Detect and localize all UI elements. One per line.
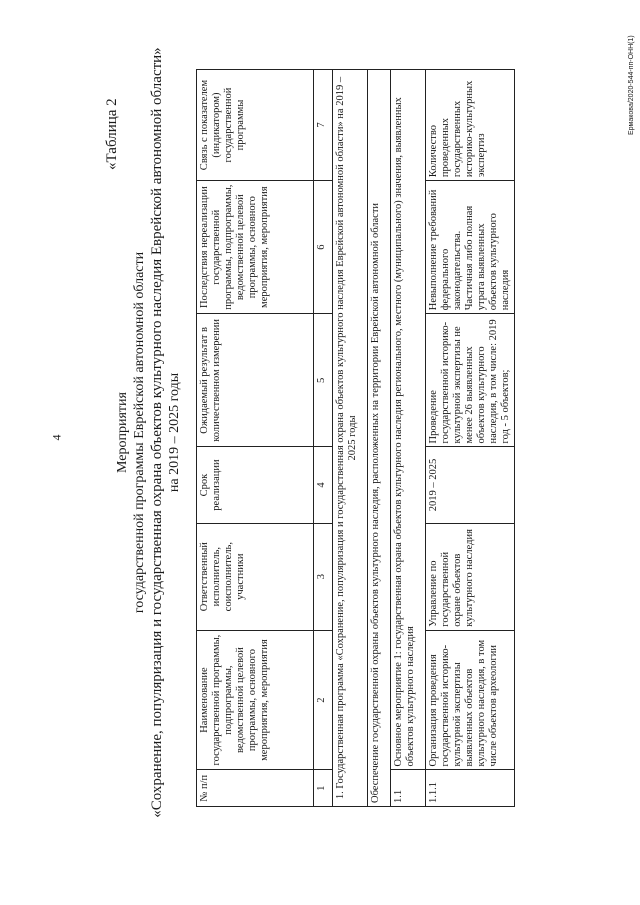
header-num: № п/п — [197, 770, 314, 807]
column-number-row — [314, 70, 333, 807]
row-period: 2019 – 2025 — [426, 447, 515, 523]
main-event-number: 1.1 — [391, 770, 426, 807]
header-consequences: Последствия нереализации государственной программы, подпрограммы, ведомственной целевой программы, основного мероприятия, мероприятия — [197, 181, 314, 314]
row-number: 1.1.1 — [426, 770, 515, 807]
section-row — [368, 70, 391, 807]
row-name: Организация проведения государственной историко-культурной экспертизы выявленных объектов культурного наследия, в том числе объектов археологии — [426, 630, 515, 770]
row-indicator: Количество проведенных государственных историко-культурных экспертиз — [426, 70, 515, 181]
row-consequences: Невыполнение требований федерального законодательства. Частичная либо полная утрата выявленных объектов культурного наследия — [426, 181, 515, 314]
row-executor: Управление по государственной охране объектов культурного наследия — [426, 523, 515, 630]
header-name: Наименование государственной программы, подпрограммы, ведомственной целевой программы, основного мероприятия, мероприятия — [197, 630, 314, 770]
program-title: 1. Государственная программа «Сохранение, популяризация и государственная охрана объектов культурного наследия Еврейской автономной области» на 2019 – 2025 годы — [333, 70, 368, 807]
table-label: «Таблица 2 — [104, 98, 120, 170]
main-event-row — [391, 70, 426, 807]
main-event-text: Основное мероприятие 1: государственная охрана объектов культурного наследия регионального, местного (муниципального) значения, выявленных объектов культурного наследия — [391, 70, 426, 770]
header-row — [197, 70, 314, 807]
row-result: Проведение государственной историко-культурной экспертизы не менее 26 выявленных объектов культурного наследия, в том числе: 2019 год - 5 объектов; — [426, 314, 515, 447]
heading-line-1: Мероприятия — [115, 392, 130, 473]
document-footer: Ермакова/2020-544-пп-ОНН(1) — [628, 35, 635, 135]
header-indicator: Связь с показателем (индикатором) государственной программы — [197, 70, 314, 181]
header-result: Ожидаемый результат в количественном измерении — [197, 314, 314, 447]
heading-line-4: на 2019 – 2025 годы — [167, 372, 182, 493]
column-number: 7 — [314, 70, 333, 181]
column-number: 6 — [314, 181, 333, 314]
table-row — [426, 70, 515, 807]
events-table — [196, 69, 515, 807]
column-number: 1 — [314, 770, 333, 807]
column-number: 2 — [314, 630, 333, 770]
column-number: 3 — [314, 523, 333, 630]
header-period: Срок реализации — [197, 447, 314, 523]
program-row — [333, 70, 368, 807]
heading-line-3: «Сохранение, популяризация и государственная охрана объектов культурного наследия Еврейской автономной области» — [149, 47, 165, 818]
section-title: Обеспечение государственной охраны объектов культурного наследия, расположенных на территории Еврейской автономной области — [368, 70, 391, 807]
heading-line-2: государственной программы Еврейской автономной области — [132, 251, 147, 614]
column-number: 5 — [314, 314, 333, 447]
column-number: 4 — [314, 447, 333, 523]
header-executor: Ответственный исполнитель, соисполнитель, участники — [197, 523, 314, 630]
page-number: 4 — [49, 434, 64, 441]
